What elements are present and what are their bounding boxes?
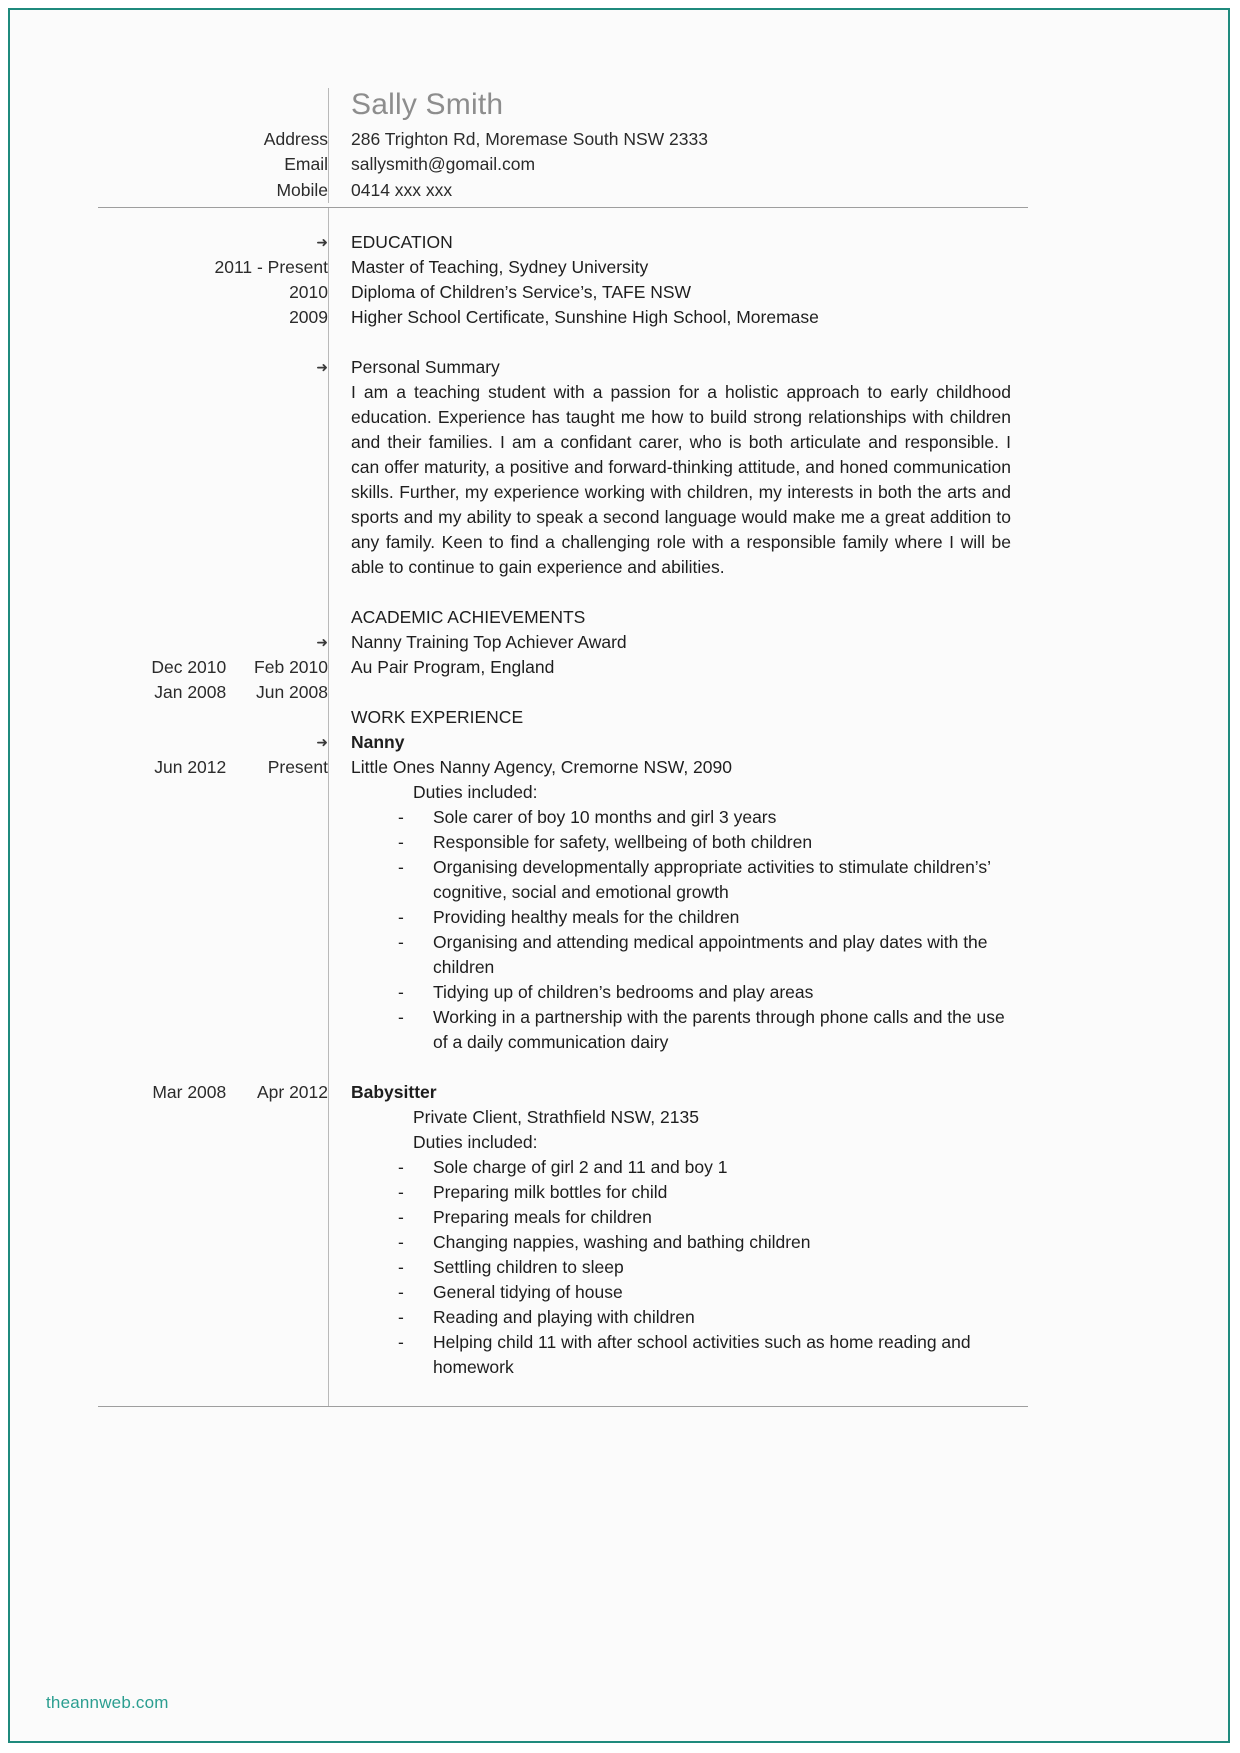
name-gutter xyxy=(98,88,328,127)
list-item xyxy=(351,980,1011,1005)
spacer xyxy=(98,430,328,455)
spacer xyxy=(98,780,328,805)
spacer xyxy=(351,330,1028,355)
education-date-1: 2010 xyxy=(289,282,328,302)
list-item xyxy=(351,905,1011,930)
spacer xyxy=(98,1030,328,1055)
spacer xyxy=(98,805,328,830)
dash-bullet-icon: - xyxy=(398,1307,404,1327)
page-title: Sally Smith xyxy=(351,88,504,121)
achievement-date-to-0: Feb 2010 xyxy=(254,657,328,677)
spacer xyxy=(98,580,328,605)
education-entry-2: Higher School Certificate, Sunshine High School, Moremase xyxy=(351,307,819,327)
dash-bullet-icon: - xyxy=(398,1232,404,1252)
achievement-date-from-0: Dec 2010 xyxy=(151,657,227,677)
duty-text: Sole charge of girl 2 and 11 and boy 1 xyxy=(433,1157,728,1177)
duty-text: General tidying of house xyxy=(433,1282,623,1302)
achievement-dates-0 xyxy=(98,655,328,680)
list-item xyxy=(351,1230,1011,1255)
list-item xyxy=(351,1180,1011,1205)
job-dates-0 xyxy=(98,755,328,780)
contact-label-address: Address xyxy=(263,128,328,149)
duty-text: Organising and attending medical appointments and play dates with the children xyxy=(433,932,988,977)
page-frame xyxy=(8,8,1230,1743)
dash-bullet-icon: - xyxy=(398,1007,404,1027)
name-container xyxy=(329,88,1028,127)
arrow-bullet-icon: ➜ xyxy=(316,734,328,750)
spacer xyxy=(98,480,328,505)
list-item xyxy=(351,1280,1011,1305)
spacer xyxy=(98,555,328,580)
date-column xyxy=(98,208,328,1406)
spacer xyxy=(351,580,1028,605)
contact-label-mobile: Mobile xyxy=(276,179,328,200)
job-employer-0: Little Ones Nanny Agency, Cremorne NSW, 2090 xyxy=(351,757,732,777)
contact-block xyxy=(98,127,1028,209)
contact-value-mobile: 0414 xxx xxx xyxy=(351,179,453,200)
duty-text: Sole carer of boy 10 months and girl 3 years xyxy=(433,807,777,827)
job-employer-1: Private Client, Strathfield NSW, 2135 xyxy=(413,1107,699,1127)
list-item xyxy=(351,855,1011,905)
dash-bullet-icon: - xyxy=(398,1157,404,1177)
contact-value-email: sallysmith@gomail.com xyxy=(351,154,536,174)
spacer xyxy=(98,1055,328,1080)
spacer xyxy=(98,1005,328,1030)
name-header-row xyxy=(98,88,1028,127)
list-item xyxy=(351,1155,1011,1180)
education-date-0: 2011 - Present xyxy=(214,257,328,277)
contact-values xyxy=(329,127,1028,204)
dash-bullet-icon: - xyxy=(398,932,404,952)
dash-bullet-icon: - xyxy=(398,1207,404,1227)
spacer xyxy=(98,330,328,355)
spacer xyxy=(98,855,328,880)
job-duties-list-1 xyxy=(351,1155,1028,1380)
dash-bullet-icon: - xyxy=(398,857,404,877)
list-item xyxy=(351,930,1011,980)
spacer xyxy=(98,705,328,730)
list-item xyxy=(351,1255,1011,1280)
education-date-2: 2009 xyxy=(289,307,328,327)
duty-text: Reading and playing with children xyxy=(433,1307,695,1327)
duty-text: Working in a partnership with the parents through phone calls and the use of a daily communication dairy xyxy=(433,1007,1005,1052)
job-title-0: Nanny xyxy=(351,732,405,752)
job-duties-label-1: Duties included: xyxy=(413,1132,538,1152)
section-heading-personal-summary: Personal Summary xyxy=(351,357,500,377)
list-item xyxy=(351,1305,1011,1330)
list-item xyxy=(351,805,1011,830)
spacer xyxy=(98,980,328,1005)
list-item xyxy=(351,1330,1011,1380)
list-item xyxy=(351,830,1011,855)
achievement-date-from-1: Jan 2008 xyxy=(154,682,227,702)
job-title-1: Babysitter xyxy=(351,1082,437,1102)
list-item xyxy=(351,1005,1011,1055)
dash-bullet-icon: - xyxy=(398,1282,404,1302)
duty-text: Preparing milk bottles for child xyxy=(433,1182,668,1202)
dash-bullet-icon: - xyxy=(398,807,404,827)
section-heading-work-experience: WORK EXPERIENCE xyxy=(351,707,524,727)
dash-bullet-icon: - xyxy=(398,1182,404,1202)
spacer xyxy=(98,905,328,930)
duty-text: Responsible for safety, wellbeing of both children xyxy=(433,832,813,852)
arrow-bullet-icon: ➜ xyxy=(316,634,328,650)
contact-value-address: 286 Trighton Rd, Moremase South NSW 2333 xyxy=(351,128,708,149)
duty-text: Providing healthy meals for the children xyxy=(433,907,740,927)
arrow-bullet-icon: ➜ xyxy=(316,359,328,375)
section-heading-education: EDUCATION xyxy=(351,232,453,252)
dash-bullet-icon: - xyxy=(398,832,404,852)
duty-text: Preparing meals for children xyxy=(433,1207,652,1227)
spacer xyxy=(98,930,328,955)
education-entry-0: Master of Teaching, Sydney University xyxy=(351,257,649,277)
spacer xyxy=(98,880,328,905)
spacer xyxy=(351,680,1028,705)
duty-text: Changing nappies, washing and bathing children xyxy=(433,1232,811,1252)
spacer xyxy=(98,955,328,980)
duty-text: Tidying up of children’s bedrooms and play areas xyxy=(433,982,814,1002)
spacer xyxy=(98,605,328,630)
job-date-to-0: Present xyxy=(267,757,328,777)
job-duties-label-0: Duties included: xyxy=(413,782,538,802)
contact-labels xyxy=(98,127,328,204)
job-date-to-1: Apr 2012 xyxy=(256,1082,328,1102)
personal-summary-text: I am a teaching student with a passion for a holistic approach to early childhood education. Experience has taught me how to build strong relationships with children and their families. I am a confidant carer, who is both articulate and responsible. I can offer maturity, a positive and forward-thinking attitude, and honed communication skills. Further, my experience working with children, my interests in both the arts and sports and my ability to speak a second language would make me a great addition to any family. Keen to find a challenging role with a responsible family where I will be able to continue to gain experience and abilities. xyxy=(351,382,1011,577)
dash-bullet-icon: - xyxy=(398,1257,404,1277)
resume-body xyxy=(98,88,1028,1407)
list-item xyxy=(351,1205,1011,1230)
job-duties-list-0 xyxy=(351,805,1028,1055)
spacer xyxy=(98,505,328,530)
achievement-text-0: Nanny Training Top Achiever Award xyxy=(351,632,627,652)
achievement-dates-1 xyxy=(98,680,328,705)
dash-bullet-icon: - xyxy=(398,1332,404,1352)
job-date-from-1: Mar 2008 xyxy=(152,1082,227,1102)
duty-text: Organising developmentally appropriate activities to stimulate children’s’ cognitive, social and emotional growth xyxy=(433,857,991,902)
contact-label-email: Email xyxy=(284,154,328,174)
achievement-text-1: Au Pair Program, England xyxy=(351,657,555,677)
site-watermark: theannweb.com xyxy=(46,1693,169,1712)
spacer xyxy=(98,405,328,430)
arrow-bullet-icon: ➜ xyxy=(316,234,328,250)
duty-text: Settling children to sleep xyxy=(433,1257,624,1277)
spacer xyxy=(98,830,328,855)
duty-text: Helping child 11 with after school activities such as home reading and homework xyxy=(433,1332,971,1377)
section-heading-academic-achievements: ACADEMIC ACHIEVEMENTS xyxy=(351,607,586,627)
spacer xyxy=(98,455,328,480)
content-column xyxy=(329,208,1028,1406)
spacer xyxy=(98,530,328,555)
dash-bullet-icon: - xyxy=(398,982,404,1002)
resume-document xyxy=(10,10,1228,1741)
spacer xyxy=(351,1055,1028,1080)
dash-bullet-icon: - xyxy=(398,907,404,927)
achievement-date-to-1: Jun 2008 xyxy=(255,682,328,702)
resume-main-block xyxy=(98,208,1028,1407)
education-entry-1: Diploma of Children’s Service’s, TAFE NSW xyxy=(351,282,692,302)
job-dates-1 xyxy=(98,1080,328,1105)
spacer xyxy=(98,380,328,405)
job-date-from-0: Jun 2012 xyxy=(154,757,227,777)
